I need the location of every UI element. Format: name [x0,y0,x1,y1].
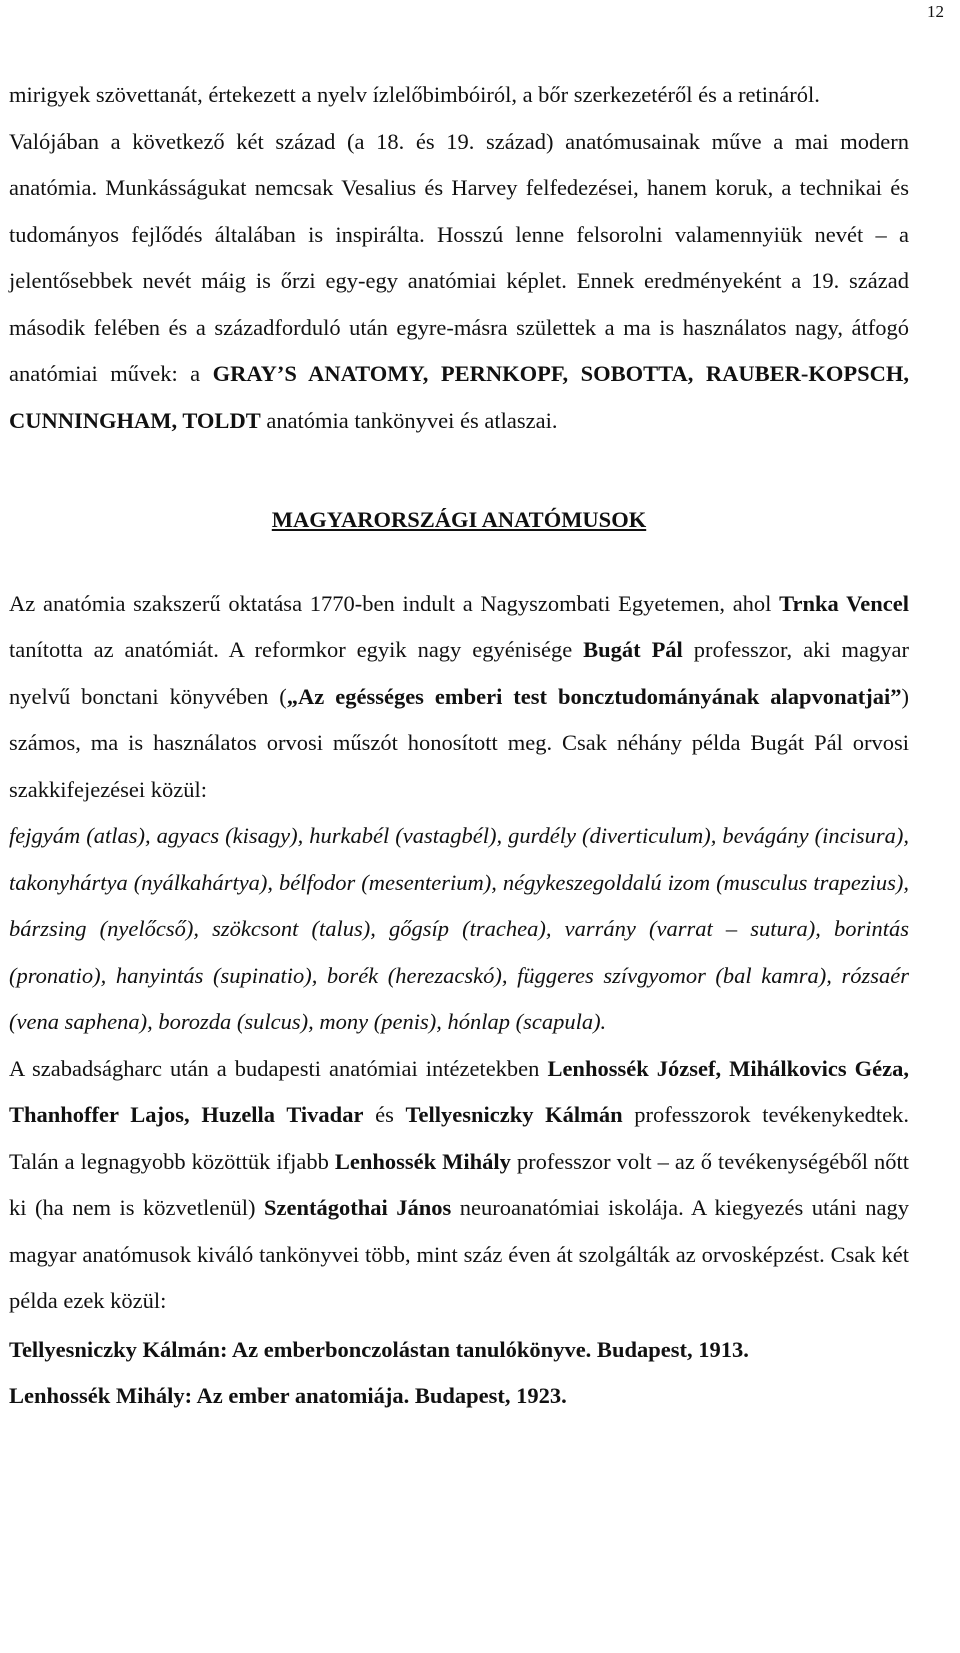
paragraph-intro: mirigyek szövettanát, értekezett a nyelv ízlelőbimbóiról, a bőr szerkezetéről és a retináról. [9,82,820,107]
text-run: Valójában a következő két század (a 18. és 19. század) anatómusainak műve a mai modern anatómia. Munkásságukat nemcsak Vesalius és Harvey felfedezései, hanem koruk, a technikai és tudományos fejlődés általában is inspirálta. Hosszú lenne felsorolni valamennyiük nevét – a jelentősebbek nevét máig is őrzi egy-egy anatómiai képlet. Ennek eredményeként a 19. század második felében és a századforduló után egyre-másra születtek a ma is használatos nagy, átfogó anatómiai művek: a [9,128,909,386]
text-run: A szabadságharc után a budapesti anatómiai intézetekben [9,1055,548,1081]
name-bugat-pal: Bugát Pál [583,637,683,662]
book-title-bugat: „Az egésséges emberi test boncztudományának alapvonatjai” [286,683,902,709]
paragraph-modern-anatomy [9,119,909,445]
text-run: Az anatómia szakszerű oktatása 1770-ben indult a Nagyszombati Egyetemen, ahol [9,590,780,616]
terminology-list: fejgyám (atlas), agyacs (kisagy), hurkabél (vastagbél), gurdély (diverticulum), bevágány (incisura), takonyhártya (nyálkahártya), bélfodor (mesenterium), négykeszegoldalú izom (musculus trapezius), bárzsing (nyelőcső), szökcsont (talus), gőgsíp (trachea), varrány (varrat – sutura), borintás (pronatio), hanyintás (supinatio), borék (herezacskó), függeres szívgyomor (bal kamra), rózsaér (vena saphena), borozda (sulcus), mony (penis), hónlap (scapula). [9,823,909,1034]
name-tellyesniczky: Tellyesniczky Kálmán [405,1102,623,1127]
text-run: professzorok tevékenykedtek. Talán a legnagyobb közöttük ifjabb [9,1102,910,1174]
paragraph-terminology [9,813,909,1046]
names-professors: Lenhossék József, Mihálkovics Géza, Thanhoffer Lajos, Huzella Tivadar [9,1055,909,1127]
text-run: professzor volt – az ő tevékenységéből nőtt ki (ha nem is közvetlenül) [9,1148,909,1220]
anatomy-works-list: GRAY’S ANATOMY, PERNKOPF, SOBOTTA, RAUBER-KOPSCH, CUNNINGHAM, TOLDT [9,361,909,433]
section-heading: MAGYARORSZÁGI ANATÓMUSOK [271,507,647,532]
text-run: tanította az anatómiát. A reformkor egyik nagy egyénisége [9,637,584,662]
text-run: és [363,1102,406,1127]
page-number: 12 [927,2,944,21]
name-szentagothai: Szentágothai János [263,1195,452,1220]
name-lenhossek-mihaly: Lenhossék Mihály [334,1148,511,1174]
name-trnka-vencel: Trnka Vencel [779,590,910,616]
reference-list [9,1327,909,1420]
reference-item: Lenhossék Mihály: Az ember anatomiája. Budapest, 1923. [9,1383,567,1408]
paragraph-hungarian-education [9,581,909,814]
text-run: neuroanatómiai iskolája. A kiegyezés utáni nagy magyar anatómusok kiváló tankönyvei több, mint száz éven át szolgálták az orvosképzést. Csak két példa ezek közül: [9,1195,909,1313]
text-run: ) számos, ma is használatos orvosi műszót honosított meg. Csak néhány példa Bugát Pál orvosi szakkifejezései közül: [9,683,909,802]
document-body [9,72,909,1420]
text-run: professzor, aki magyar nyelvű bonctani könyvében ( [9,637,909,709]
reference-item: Tellyesniczky Kálmán: Az emberbonczolástan tanulókönyve. Budapest, 1913. [9,1336,749,1362]
paragraph-budapest-institutes [9,1046,909,1325]
text-run: anatómia tankönyvei és atlaszai. [260,407,558,433]
